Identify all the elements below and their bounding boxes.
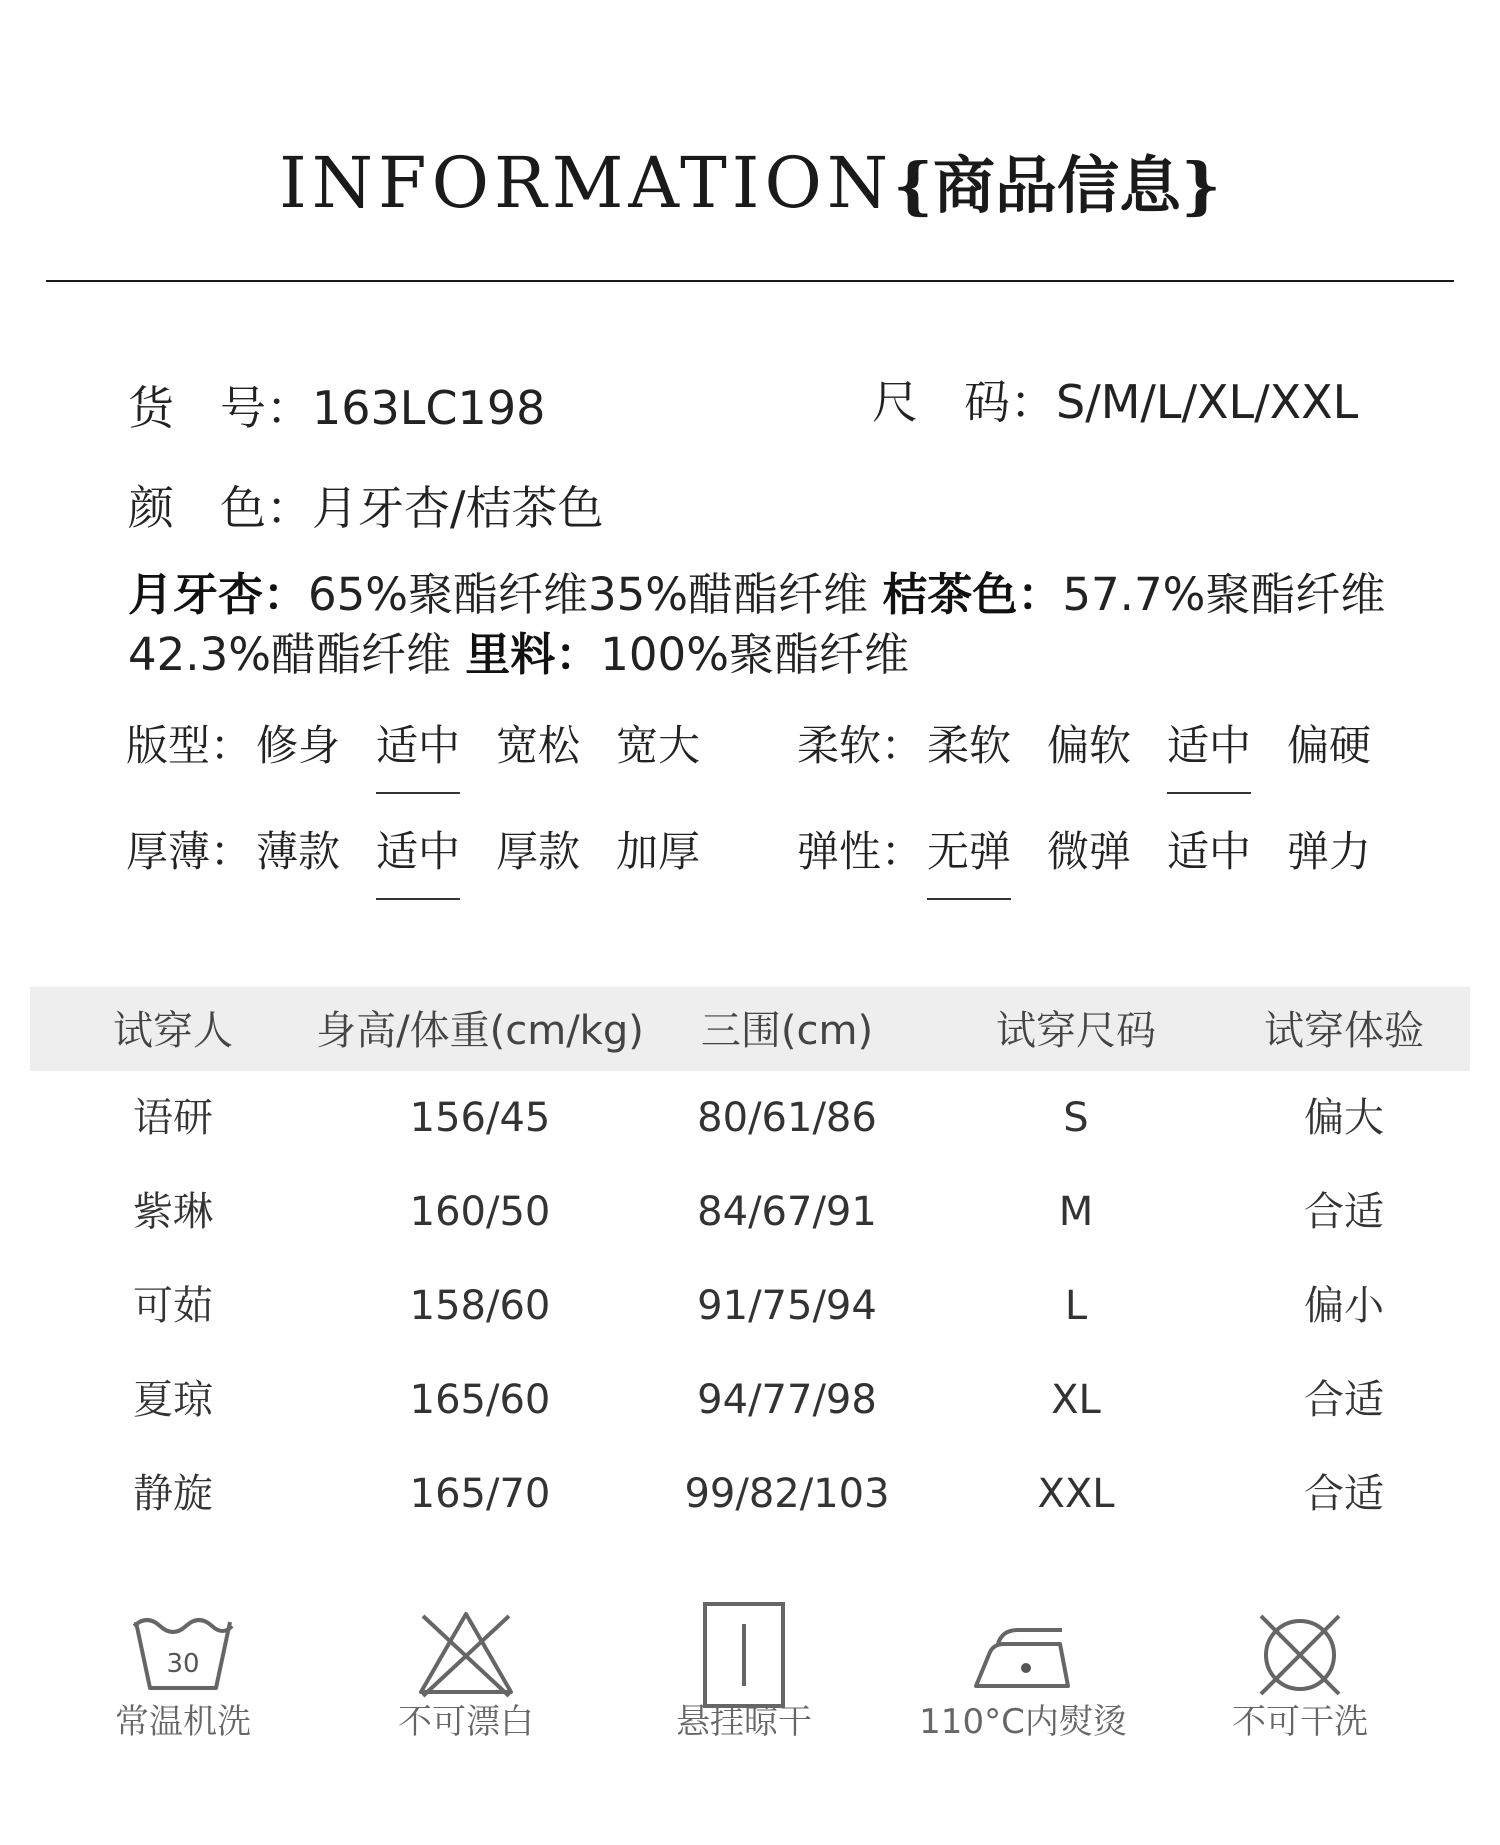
attr-softness-option: 偏软 xyxy=(1047,721,1132,770)
table-cell: 91/75/94 xyxy=(697,1283,877,1329)
page-title-cn: {商品信息} xyxy=(893,149,1221,222)
table-cell: 165/70 xyxy=(409,1471,551,1517)
table-cell: 99/82/103 xyxy=(684,1471,890,1517)
no-dry-clean-icon xyxy=(1245,1600,1355,1710)
size-row xyxy=(872,372,1358,432)
table-cell: 80/61/86 xyxy=(697,1095,877,1141)
table-cell: 语研 xyxy=(133,1095,213,1141)
attr-softness-label: 柔软： xyxy=(797,721,924,770)
header-divider xyxy=(46,280,1454,282)
care-label: 悬挂晾干 xyxy=(676,1702,812,1742)
table-cell: XXL xyxy=(1037,1471,1115,1517)
table-cell: M xyxy=(1058,1189,1094,1235)
attr-fit-option-selected: 适中 xyxy=(376,718,460,774)
table-header-cell: 试穿体验 xyxy=(1264,1008,1424,1054)
attr-fit-option: 宽松 xyxy=(496,721,581,770)
table-cell: 160/50 xyxy=(409,1189,551,1235)
table-cell: 84/67/91 xyxy=(697,1189,877,1235)
care-label: 常温机洗 xyxy=(115,1702,251,1742)
color-label: 颜 色： xyxy=(128,481,312,535)
attr-softness-option: 偏硬 xyxy=(1287,721,1372,770)
material-composition xyxy=(128,565,1418,685)
table-cell: 合适 xyxy=(1304,1189,1384,1235)
no-bleach-icon xyxy=(411,1600,521,1710)
table-cell: 156/45 xyxy=(409,1095,551,1141)
attr-fit-option: 宽大 xyxy=(616,721,701,770)
page-title xyxy=(0,138,1500,231)
attr-thickness-option: 厚款 xyxy=(496,827,581,876)
table-cell: 合适 xyxy=(1304,1471,1384,1517)
item-number-row xyxy=(128,378,545,438)
attr-elasticity-option: 适中 xyxy=(1167,827,1252,876)
table-cell: L xyxy=(1064,1283,1088,1329)
attr-softness-option: 柔软 xyxy=(927,721,1012,770)
table-cell: 可茹 xyxy=(133,1283,213,1329)
item-number-label: 货 号： xyxy=(128,381,312,435)
care-label: 不可漂白 xyxy=(398,1702,534,1742)
hang-dry-icon xyxy=(689,1600,799,1710)
attr-thickness-option: 加厚 xyxy=(616,827,701,876)
attr-softness xyxy=(797,718,1417,774)
attr-thickness-option-selected: 适中 xyxy=(376,824,460,880)
material-value-1: 65%聚酯纤维35%醋酯纤维 xyxy=(308,568,869,621)
care-label: 不可干洗 xyxy=(1232,1702,1368,1742)
material-value-2: 57.7%聚酯纤维42.3%醋酯纤维 xyxy=(128,568,1386,681)
attr-thickness xyxy=(126,824,726,880)
attr-elasticity xyxy=(797,824,1417,880)
table-cell: 夏琼 xyxy=(133,1377,213,1423)
attr-softness-option-selected: 适中 xyxy=(1167,718,1251,774)
table-cell: 94/77/98 xyxy=(697,1377,877,1423)
item-number-value: 163LC198 xyxy=(312,381,546,435)
material-label-1: 月牙杏： xyxy=(128,568,309,621)
size-label: 尺 码： xyxy=(872,375,1056,429)
table-header-cell: 试穿尺码 xyxy=(996,1008,1156,1054)
attr-elasticity-option-selected: 无弹 xyxy=(927,824,1011,880)
attr-thickness-option: 薄款 xyxy=(256,827,341,876)
table-cell: 165/60 xyxy=(409,1377,551,1423)
size-value: S/M/L/XL/XXL xyxy=(1056,375,1359,429)
attr-thickness-label: 厚薄： xyxy=(126,827,253,876)
color-row xyxy=(128,478,604,538)
care-label: 110°C内熨烫 xyxy=(919,1702,1127,1742)
iron-low-icon xyxy=(968,1600,1078,1710)
attr-fit-label: 版型： xyxy=(126,721,253,770)
table-header-cell: 身高/体重(cm/kg) xyxy=(316,1008,644,1054)
page-title-en: INFORMATION xyxy=(279,142,894,224)
wash-temperature: 30 xyxy=(166,1649,200,1679)
table-cell: 静旋 xyxy=(133,1471,213,1517)
table-header-cell: 试穿人 xyxy=(113,1008,233,1054)
table-cell: 紫琳 xyxy=(133,1189,213,1235)
wash-30-icon xyxy=(128,1600,238,1710)
attr-elasticity-option: 弹力 xyxy=(1287,827,1372,876)
table-cell: XL xyxy=(1051,1377,1101,1423)
attr-elasticity-option: 微弹 xyxy=(1047,827,1132,876)
table-cell: S xyxy=(1063,1095,1089,1141)
color-value: 月牙杏/桔茶色 xyxy=(312,481,604,535)
material-label-2: 桔茶色： xyxy=(882,568,1063,621)
material-value-3: 100%聚酯纤维 xyxy=(600,628,909,681)
material-label-3: 里料： xyxy=(465,628,601,681)
attr-elasticity-label: 弹性： xyxy=(797,827,924,876)
attr-fit xyxy=(126,718,726,774)
table-cell: 偏小 xyxy=(1304,1283,1384,1329)
attr-fit-option: 修身 xyxy=(256,721,341,770)
table-cell: 偏大 xyxy=(1304,1095,1384,1141)
table-cell: 合适 xyxy=(1304,1377,1384,1423)
table-header-cell: 三围(cm) xyxy=(700,1008,874,1054)
table-cell: 158/60 xyxy=(409,1283,551,1329)
